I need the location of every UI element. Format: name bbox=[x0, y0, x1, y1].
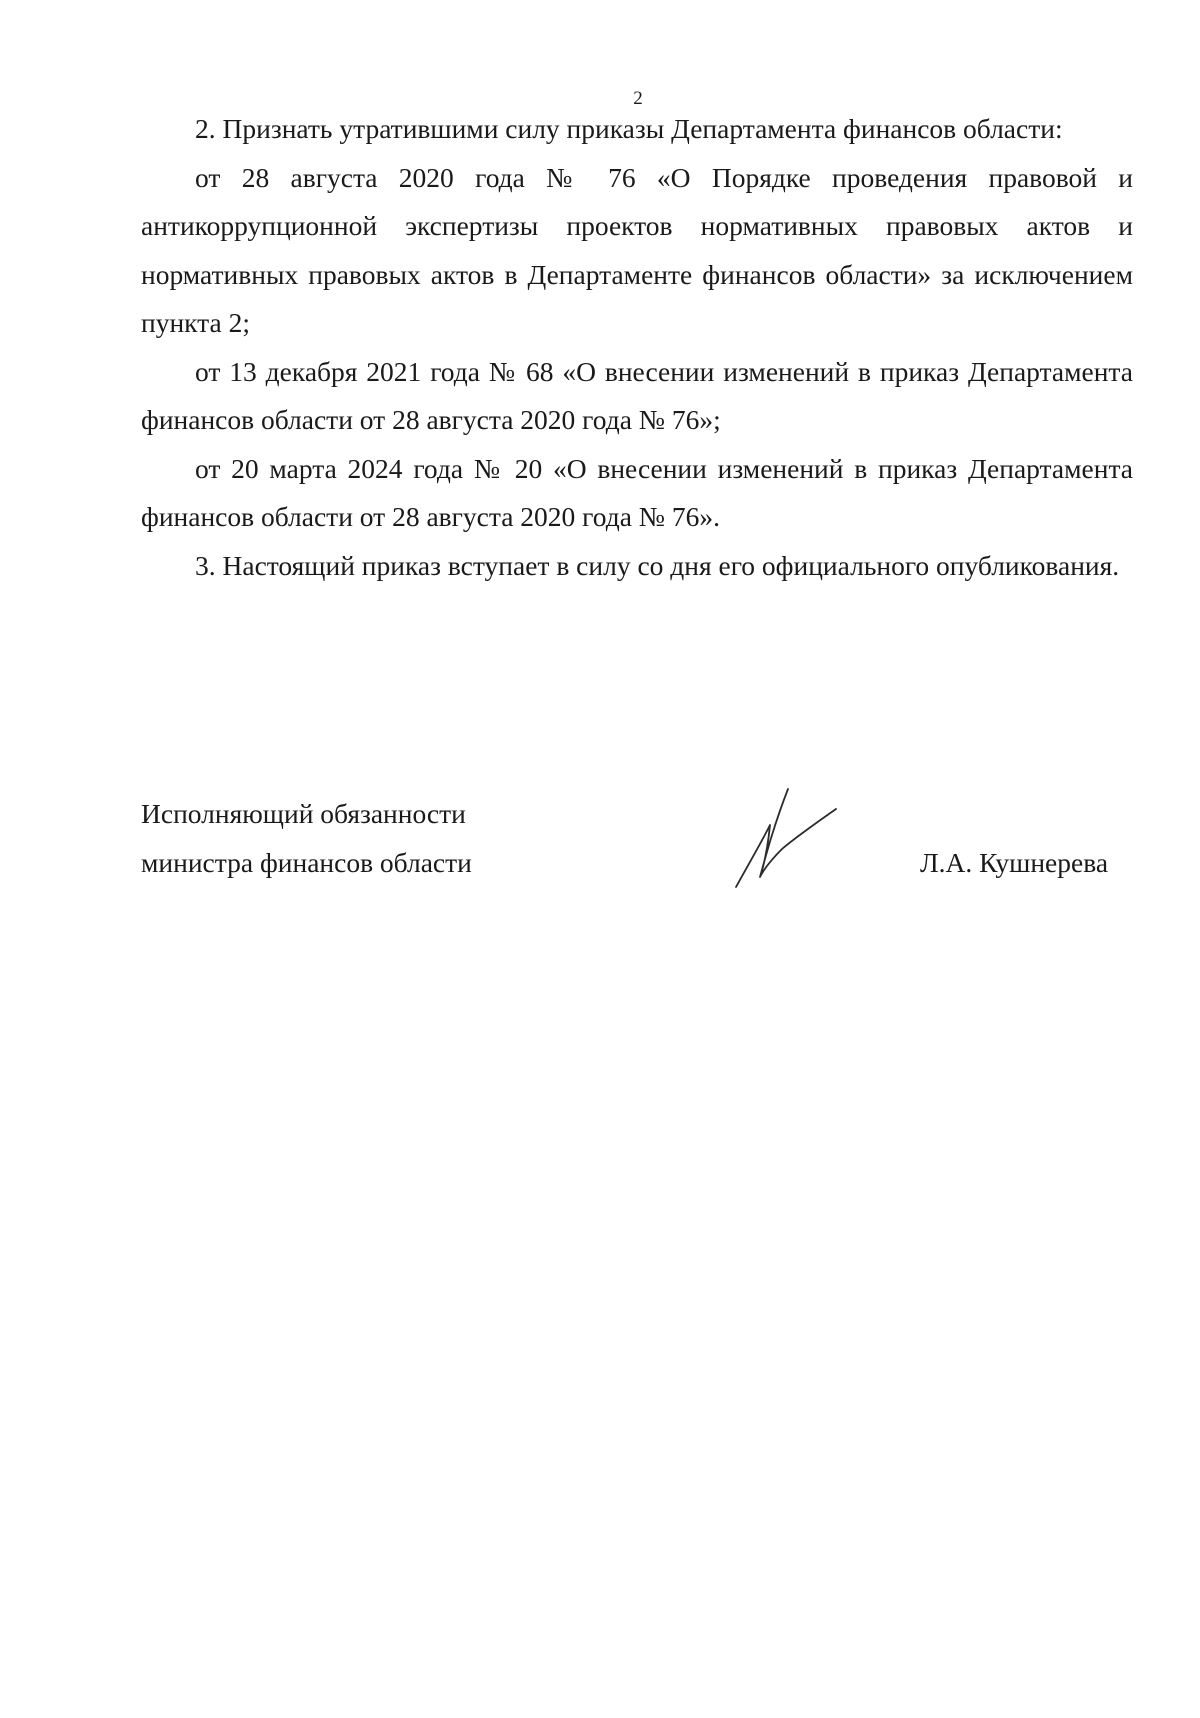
signatory-position bbox=[141, 790, 472, 887]
signatory-position-line2: министра финансов области bbox=[141, 846, 472, 878]
signatory-position-line1: Исполняющий обязанности bbox=[141, 798, 466, 829]
paragraph-item-2: 2. Признать утратившими силу приказы Департамента финансов области: bbox=[195, 113, 1063, 144]
paragraph-item-3: 3. Настоящий приказ вступает в силу со дня его официального опубликования. bbox=[195, 549, 1120, 581]
paragraph-order-76: от 28 августа 2020 года № 76 «О Порядке проведения правовой и антикоррупционной экспертизы проектов нормативных правовых актов и нормативных правовых актов в Департаменте финансов области» за исключением пункта 2; bbox=[141, 161, 1133, 338]
paragraph-order-20: от 20 марта 2024 года № 20 «О внесении изменений в приказ Департамента финансов области от 28 августа 2020 года № 76». bbox=[141, 452, 1133, 532]
document-body bbox=[141, 105, 1133, 590]
page-number: 2 bbox=[633, 88, 643, 109]
paragraph-order-68: от 13 декабря 2021 года № 68 «О внесении изменений в приказ Департамента финансов области от 28 августа 2020 года № 76»; bbox=[141, 355, 1133, 435]
signatory-name: Л.А. Кушнерева bbox=[920, 847, 1109, 878]
handwritten-signature bbox=[730, 785, 840, 895]
